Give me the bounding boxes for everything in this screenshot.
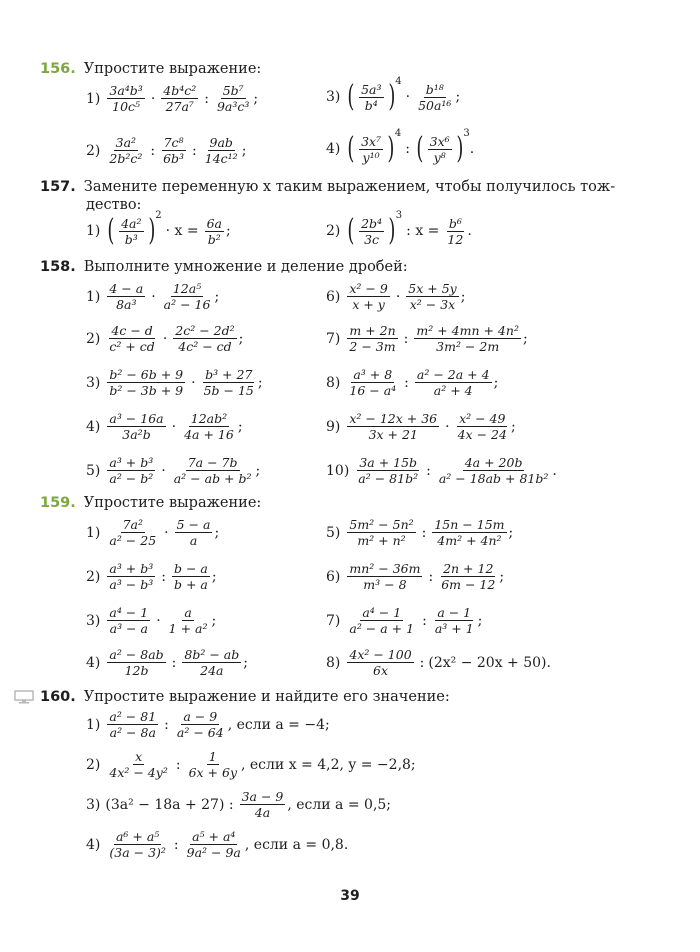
fraction: $\frac{\text{7c⁸}}{\text{6b³}}$	[163, 135, 185, 166]
item-label: 6)	[326, 568, 341, 585]
item-label: 3)	[86, 374, 101, 391]
expr-157-2: 2) ( $\frac{\text{2b⁴}}{3c}$ ) 3 : x = $\frac{\text{b⁶}}{12}$ .	[326, 210, 472, 248]
expr-156-3: 3) ( $\frac{\text{5a³}}{\text{b⁴}}$ ) 4 · $\frac{\text{b¹⁸}}{\text{50a¹⁶}}$ ;	[326, 76, 461, 114]
expr-159-2: 2) $\frac{\text{a³ + b³}}{\text{a³ − b³}}$ : $\frac{b - a}{b + a}$ ;	[86, 561, 217, 592]
fraction: $\frac{\text{3a⁴b³}}{\text{10c⁵}}$	[109, 83, 143, 114]
fraction: $\frac{\text{2b⁴}}{3c}$	[361, 215, 383, 247]
expr-159-8: 8) $\frac{\text{4x² − 100}}{6x}$ : (2x² − 20x + 50).	[326, 647, 551, 678]
problem-157-heading	[40, 178, 615, 196]
item-label: 8)	[326, 374, 341, 391]
expr-158-3: 3) $\frac{\text{b² − 6b + 9}}{\text{b² − 3b + 9}}$ · $\frac{\text{b³ + 27}}{5b - 15}$ ;	[86, 367, 263, 398]
fraction: $\frac{\text{12ab²}}{4a + 16}$	[184, 411, 234, 442]
fraction: $\frac{3a + 15b}{\text{a² − 81b²}}$	[358, 455, 419, 486]
item-label: 3)	[326, 89, 341, 105]
fraction: $\frac{\text{m² + 4mn + 4n²}}{\text{3m² − 2m}}$	[416, 323, 519, 354]
problem-number: 160.	[40, 689, 76, 705]
expr-159-3: 3) $\frac{\text{a⁴ − 1}}{\text{a³ − a}}$ · $\frac{a}{\text{1 + a²}}$ ;	[86, 605, 217, 636]
problem-number: 156.	[40, 61, 76, 77]
fraction: $\frac{\text{a³ + b³}}{\text{a³ − b³}}$	[109, 561, 154, 592]
problem-title: Упростите выражение:	[83, 61, 262, 77]
problem-title: Упростите выражение:	[83, 495, 262, 511]
expr-157-1: 1) ( $\frac{\text{4a²}}{\text{b³}}$ ) 2 · x = $\frac{6a}{\text{b²}}$ ;	[86, 210, 231, 248]
fraction: $\frac{a}{\text{1 + a²}}$	[168, 605, 208, 636]
item-label: 8)	[326, 654, 341, 671]
item-label: 10)	[326, 462, 350, 479]
fraction: $\frac{\text{4x² − 100}}{6x}$	[349, 647, 412, 678]
item-label: 1)	[86, 90, 101, 107]
item-label: 4)	[86, 654, 101, 671]
fraction: $\frac{15n - 15m}{\text{4m² + 4n²}}$	[434, 517, 505, 548]
item-label: 2)	[86, 142, 101, 159]
expr-158-6: 6) $\frac{\text{x² − 9}}{x + y}$ · $\frac{5x + 5y}{\text{x² − 3x}}$ ;	[326, 281, 466, 312]
expr-159-4: 4) $\frac{\text{a² − 8ab}}{12b}$ : $\frac{\text{8b² − ab}}{24a}$ ;	[86, 647, 248, 678]
problem-158-heading	[40, 258, 408, 276]
problem-156-heading	[40, 60, 261, 78]
fraction: $\frac{\text{4a²}}{\text{b³}}$	[121, 215, 142, 247]
fraction: $\frac{\text{a⁶ + a⁵}}{\text{(3a − 3)²}}$	[109, 829, 166, 860]
fraction: $\frac{\text{3x⁶}}{\text{y⁸}}$	[429, 133, 450, 165]
fraction: $\frac{\text{a³ + 8}}{\text{16 − a⁴}}$	[349, 367, 397, 398]
problem-title: Замените переменную x таким выражением, чтобы получилось тож-	[83, 179, 616, 195]
problem-title: Выполните умножение и деление дробей:	[83, 259, 408, 275]
fraction: $\frac{\text{a⁵ + a⁴}}{\text{9a² − 9a}}$	[186, 829, 241, 860]
fraction: $\frac{\text{mn² − 36m}}{\text{m³ − 8}}$	[349, 561, 421, 592]
expr-158-9: 9) $\frac{\text{x² − 12x + 36}}{3x + 21}$ · $\frac{\text{x² − 49}}{4x - 24}$ ;	[326, 411, 516, 442]
fraction: $\frac{a - 9}{\text{a² − 64}}$	[176, 709, 224, 740]
problem-159-heading	[40, 494, 261, 512]
fraction: $\frac{\text{4b⁴c²}}{\text{27a⁷}}$	[163, 83, 197, 114]
fraction: $\frac{4c - d}{\text{c² + cd}}$	[109, 323, 155, 354]
expr-158-8: 8) $\frac{\text{a³ + 8}}{\text{16 − a⁴}}$ : $\frac{\text{a² − 2a + 4}}{\text{a² + 4}}$ ;	[326, 367, 499, 398]
fraction: $\frac{\text{x² − 12x + 36}}{3x + 21}$	[349, 411, 438, 442]
expr-159-7: 7) $\frac{\text{a⁴ − 1}}{\text{a² − a + 1}}$ : $\frac{a - 1}{\text{a³ + 1}}$ ;	[326, 605, 483, 636]
item-label: 5)	[86, 462, 101, 479]
item-label: 2)	[86, 568, 101, 585]
fraction: $\frac{4a + 20b}{\text{a² − 18ab + 81b²}}$	[438, 455, 549, 486]
expr-160-2: 2) $\frac{x}{\text{4x² − 4y²}}$ : $\frac{1}{6x + 6y}$ , если x = 4,2, y = −2,8;	[86, 749, 416, 780]
item-label: 2)	[86, 330, 101, 347]
fraction: $\frac{\text{x² − 9}}{x + y}$	[349, 281, 388, 312]
page-number: 39	[340, 888, 360, 904]
fraction: $\frac{x}{\text{4x² − 4y²}}$	[109, 749, 168, 780]
fraction: $\frac{\text{a⁴ − 1}}{\text{a² − a + 1}}$	[349, 605, 415, 636]
fraction: $\frac{\text{5b⁷}}{\text{9a³c³}}$	[216, 83, 250, 114]
item-label: 9)	[326, 418, 341, 435]
fraction: $\frac{\text{a² − 2a + 4}}{\text{a² + 4}}$	[416, 367, 490, 398]
item-label: 1)	[86, 524, 101, 541]
fraction: $\frac{\text{b¹⁸}}{\text{50a¹⁶}}$	[418, 81, 452, 113]
expr-156-1: 1) $\frac{\text{3a⁴b³}}{\text{10c⁵}}$ · $\frac{\text{4b⁴c²}}{\text{27a⁷}}$ : $\frac{\text{5b⁷}}{\text{9a³c³}}$ ;	[86, 83, 259, 114]
fraction: $\frac{5 - a}{a}$	[176, 517, 211, 548]
expr-158-7: 7) $\frac{m + 2n}{2 - 3m}$ : $\frac{\text{m² + 4mn + 4n²}}{\text{3m² − 2m}}$ ;	[326, 323, 528, 354]
expr-158-10: 10) $\frac{3a + 15b}{\text{a² − 81b²}}$ : $\frac{4a + 20b}{\text{a² − 18ab + 81b²}}$ .	[326, 455, 557, 486]
fraction: $\frac{\text{a² − 8ab}}{12b}$	[109, 647, 164, 678]
problem-160-heading	[40, 688, 450, 706]
fraction: $\frac{\text{5a³}}{\text{b⁴}}$	[361, 81, 382, 113]
fraction: $\frac{m + 2n}{2 - 3m}$	[349, 323, 396, 354]
item-label: 6)	[326, 288, 341, 305]
fraction: $\frac{3a - 9}{4a}$	[241, 789, 284, 820]
item-label: 2)	[326, 223, 341, 239]
fraction: $\frac{\text{b² − 6b + 9}}{\text{b² − 3b + 9}}$	[109, 367, 184, 398]
fraction: $\frac{2n + 12}{6m - 12}$	[441, 561, 496, 592]
expr-156-2: 2) $\frac{\text{3a²}}{\text{2b²c²}}$ : $\frac{\text{7c⁸}}{\text{6b³}}$ : $\frac{9ab}{\text{14c¹²}}$ ;	[86, 135, 247, 166]
fraction: $\frac{a - 1}{\text{a³ + 1}}$	[434, 605, 474, 636]
expr-160-4: 4) $\frac{\text{a⁶ + a⁵}}{\text{(3a − 3)²}}$ : $\frac{\text{a⁵ + a⁴}}{\text{9a² − 9a}}$ , если a = 0,8.	[86, 829, 349, 860]
problem-number: 157.	[40, 179, 76, 195]
expr-158-5: 5) $\frac{\text{a³ + b³}}{\text{a² − b²}}$ · $\frac{7a - 7b}{\text{a² − ab + b²}}$ ;	[86, 455, 261, 486]
expr-159-6: 6) $\frac{\text{mn² − 36m}}{\text{m³ − 8}}$ : $\frac{2n + 12}{6m - 12}$ ;	[326, 561, 505, 592]
fraction: $\frac{\text{a³ + b³}}{\text{a² − b²}}$	[109, 455, 154, 486]
fraction: $\frac{\text{7a²}}{\text{a² − 25}}$	[109, 517, 157, 548]
expr-158-4: 4) $\frac{\text{a³ − 16a}}{\text{3a²b}}$ · $\frac{\text{12ab²}}{4a + 16}$ ;	[86, 411, 243, 442]
fraction: $\frac{\text{5m² − 5n²}}{\text{m² + n²}}$	[349, 517, 414, 548]
fraction: $\frac{b - a}{b + a}$	[174, 561, 208, 592]
expr-159-1: 1) $\frac{\text{7a²}}{\text{a² − 25}}$ · $\frac{5 - a}{a}$ ;	[86, 517, 220, 548]
fraction: $\frac{\text{3a²}}{\text{2b²c²}}$	[109, 135, 143, 166]
fraction: $\frac{\text{x² − 49}}{4x - 24}$	[457, 411, 507, 442]
item-label: 1)	[86, 223, 101, 239]
monitor-icon	[14, 690, 34, 704]
problem-number: 158.	[40, 259, 76, 275]
item-label: 4)	[326, 141, 341, 157]
item-label: 2)	[86, 756, 101, 773]
item-label: 5)	[326, 524, 341, 541]
fraction: $\frac{9ab}{\text{14c¹²}}$	[204, 135, 238, 166]
fraction: $\frac{\text{8b² − ab}}{24a}$	[184, 647, 240, 678]
fraction: $\frac{7a - 7b}{\text{a² − ab + b²}}$	[173, 455, 252, 486]
expr-158-1: 1) $\frac{4 - a}{\text{8a³}}$ · $\frac{\text{12a⁵}}{\text{a² − 16}}$ ;	[86, 281, 220, 312]
fraction: $\frac{\text{a² − 81}}{\text{a² − 8a}}$	[109, 709, 157, 740]
fraction: $\frac{5x + 5y}{\text{x² − 3x}}$	[408, 281, 457, 312]
item-label: 4)	[86, 836, 101, 853]
item-label: 1)	[86, 288, 101, 305]
problem-157-title-cont: дество:	[86, 197, 142, 213]
fraction: $\frac{\text{a³ − 16a}}{\text{3a²b}}$	[109, 411, 164, 442]
expr-158-2: 2) $\frac{4c - d}{\text{c² + cd}}$ · $\frac{\text{2c² − 2d²}}{\text{4c² − cd}}$ ;	[86, 323, 244, 354]
fraction: $\frac{\text{b³ + 27}}{5b - 15}$	[203, 367, 254, 398]
fraction: $\frac{\text{a⁴ − 1}}{\text{a³ − a}}$	[109, 605, 149, 636]
fraction: $\frac{4 - a}{\text{8a³}}$	[109, 281, 144, 312]
item-label: 7)	[326, 612, 341, 629]
expr-160-1: 1) $\frac{\text{a² − 81}}{\text{a² − 8a}}$ : $\frac{a - 9}{\text{a² − 64}}$ , если a = −4;	[86, 709, 330, 740]
expr-159-5: 5) $\frac{\text{5m² − 5n²}}{\text{m² + n²}}$ : $\frac{15n - 15m}{\text{4m² + 4n²}}$ ;	[326, 517, 514, 548]
problem-title: Упростите выражение и найдите его значение:	[83, 689, 450, 705]
item-label: 3)	[86, 612, 101, 629]
fraction: $\frac{1}{6x + 6y}$	[188, 749, 237, 780]
item-label: 1)	[86, 716, 101, 733]
item-label: 4)	[86, 418, 101, 435]
fraction: $\frac{\text{b⁶}}{12}$	[447, 215, 464, 247]
fraction: $\frac{\text{3x⁷}}{\text{y¹⁰}}$	[361, 133, 382, 165]
item-label: 7)	[326, 330, 341, 347]
fraction: $\frac{6a}{\text{b²}}$	[206, 215, 222, 247]
fraction: $\frac{\text{2c² − 2d²}}{\text{4c² − cd}}$	[175, 323, 235, 354]
problem-number: 159.	[40, 495, 76, 511]
expr-160-3: 3) (3a² − 18a + 27) : $\frac{3a - 9}{4a}$ , если a = 0,5;	[86, 789, 392, 820]
item-label: 3)	[86, 796, 101, 813]
fraction: $\frac{\text{12a⁵}}{\text{a² − 16}}$	[163, 281, 211, 312]
expr-156-4: 4) ( $\frac{\text{3x⁷}}{\text{y¹⁰}}$ ) 4 : ( $\frac{\text{3x⁶}}{\text{y⁸}}$ ) 3 .	[326, 128, 475, 166]
